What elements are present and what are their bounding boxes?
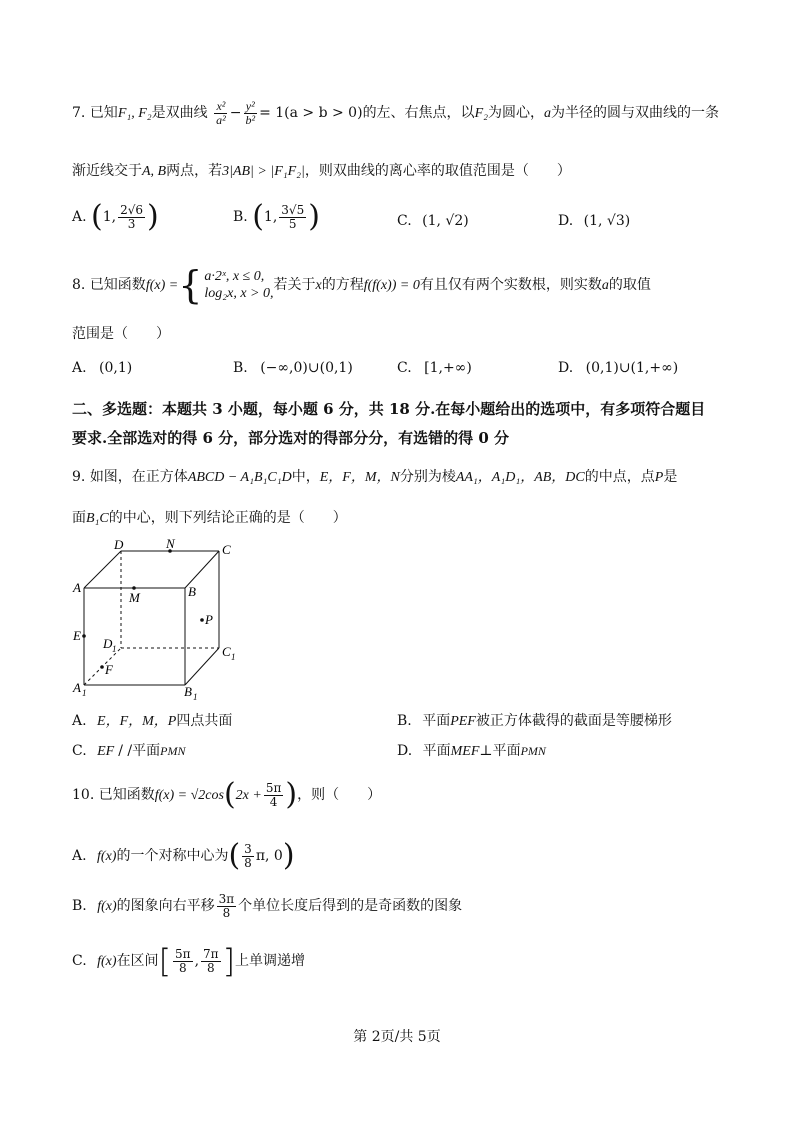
frac-num: 2√6 [120, 202, 144, 217]
paren: ) [285, 777, 298, 812]
edge-B1C1 [185, 648, 219, 685]
label-B1-sub: 1 [193, 692, 198, 702]
q7-option-d [558, 213, 630, 229]
frac-den: 4 [269, 794, 278, 809]
q10-option-a [72, 838, 295, 873]
paren: ( [252, 199, 264, 234]
piece-rows [204, 268, 273, 303]
option-value: 1, [263, 209, 278, 225]
q8-option-a [72, 360, 132, 376]
label-C1: C [222, 644, 231, 659]
option-value: 1, [102, 209, 117, 225]
frac [242, 843, 254, 869]
q7-text: 渐近线交于 [72, 163, 142, 179]
q10-function: f(x) = √2cos [154, 788, 224, 803]
label-M: M [129, 590, 140, 605]
frac-den: 8 [206, 960, 215, 975]
label-B: B [188, 584, 196, 599]
frac-num: x² [216, 99, 226, 113]
option-function: f(x) [97, 899, 117, 915]
option-value: (−∞,0)∪(0,1) [260, 360, 353, 376]
q7-text: 为圆心， [487, 105, 544, 122]
option-label: B. [233, 209, 248, 225]
q9-option-a [72, 710, 232, 730]
frac-den: a² [216, 112, 226, 127]
q7-text: 的左、右焦点，以 [362, 105, 475, 122]
option-value: EF [97, 744, 115, 759]
q8-line2 [72, 323, 170, 343]
piece-case-2: log₂x, x > 0, [204, 286, 274, 301]
label-F: F [105, 662, 113, 677]
q9-edges: AA₁，A₁D₁，AB，DC [455, 470, 585, 485]
label-D1: D [103, 636, 113, 651]
q7-foci: F₁, F₂ [117, 106, 152, 122]
option-text: 四点共面 [176, 713, 233, 729]
option-text: 上单调递增 [235, 953, 306, 969]
q8-option-c [397, 360, 472, 376]
q10-line1 [72, 777, 382, 812]
q9-text: 面 [72, 510, 86, 526]
option-value: (1, √2) [422, 213, 469, 229]
bracket: ] [222, 942, 236, 980]
option-label: D. [397, 743, 413, 759]
q8-x: x [315, 278, 322, 293]
point-P [200, 618, 204, 622]
q7-a: a [543, 106, 551, 122]
q7-minus: − [229, 105, 242, 122]
q7-frac-y [243, 100, 257, 126]
option-label: A. [72, 713, 87, 729]
edge-AD [84, 551, 121, 588]
q9-line2 [72, 507, 347, 527]
q9-text: 中， [291, 469, 320, 485]
option-text: 个单位长度后得到的是奇函数的图象 [238, 898, 463, 915]
section-heading-line1: 二、多选题：本题共 3 小题，每小题 6 分，共 18 分.在每小题给出的选项中，有多项符合题目 [72, 400, 706, 418]
q7-points: A, B [142, 164, 167, 179]
q8-equation: f(f(x)) = 0 [363, 278, 420, 293]
paren: ) [147, 199, 159, 234]
option-text: ⊥平面 [479, 743, 521, 759]
frac [279, 204, 306, 230]
q8-a: a [601, 278, 609, 293]
frac-num: 3 [244, 841, 252, 856]
q9-text: 的中心，则下列结论正确的是（ ） [108, 510, 347, 526]
option-value: [1,+∞) [424, 360, 472, 376]
option-label: C. [397, 213, 412, 229]
q8-piecewise [178, 263, 274, 307]
option-value: π, 0 [255, 848, 283, 864]
q8-text: 范围是（ ） [72, 326, 170, 342]
option-label: A. [72, 209, 87, 225]
option-value: PMN [520, 744, 546, 758]
frac-num: 5π [265, 780, 282, 795]
option-value: E，F，M，P [97, 714, 177, 729]
frac-den: b² [245, 112, 256, 127]
cube-figure [60, 536, 250, 706]
frac-den: 5 [288, 216, 297, 231]
label-P: P [205, 612, 213, 627]
frac-den: 3 [127, 216, 136, 231]
q8-text: 已知函数 [89, 277, 146, 293]
brace: { [178, 263, 203, 307]
q9-option-b [397, 710, 672, 730]
paren: ) [282, 838, 295, 873]
option-label: D. [558, 360, 574, 376]
frac-num: y² [245, 99, 255, 113]
piece-case-1: a·2ˣ, x ≤ 0, [204, 268, 265, 284]
q7-text: 是双曲线 [151, 105, 208, 122]
option-label: C. [72, 743, 87, 759]
edge-BC [185, 551, 219, 588]
option-value: PEF [450, 714, 476, 729]
q7-equation: = 1(a > b > 0) [259, 105, 363, 122]
q8-text: 若关于 [273, 277, 316, 293]
q7-option-a [72, 199, 159, 234]
q7-option-c [397, 213, 469, 229]
q8-line1 [72, 263, 651, 307]
q7-text: ，则双曲线的离心率的取值范围是（ ） [304, 163, 571, 179]
q8-text: 的方程 [321, 277, 364, 293]
q10-text: ，则（ ） [297, 787, 382, 803]
option-value: MEF [450, 744, 480, 759]
q7-text: 已知 [89, 105, 118, 122]
option-text: 的一个对称中心为 [116, 848, 229, 864]
q7-text: 两点，若 [166, 163, 223, 179]
option-label: B. [397, 713, 412, 729]
q8-number: 8. [72, 277, 86, 293]
option-function: f(x) [97, 954, 117, 969]
q7-condition: 3|AB| > |F₁F₂| [222, 164, 305, 179]
q9-text: 的中点，点 [584, 469, 655, 485]
point-F [100, 665, 104, 669]
q9-text: 是 [663, 469, 678, 485]
option-label: A. [72, 360, 87, 376]
q8-text: 的取值 [608, 277, 651, 293]
q10-option-c: C. f(x)在区间[ $\frac{5\pi}{8}$ , $\frac{7\pi}{8}$ ]上单调递增 [72, 942, 306, 980]
q9-line1 [72, 466, 677, 486]
page-footer: 第 2页/共 5页 [353, 1029, 441, 1045]
section-heading-line2: 要求.全部选对的得 6 分，部分选对的得部分分，有选错的得 0 分 [72, 429, 509, 447]
q7-option-b [233, 199, 320, 234]
paren: ( [228, 838, 241, 873]
q8-text: 有且仅有两个实数根，则实数 [419, 277, 602, 293]
label-B1: B [184, 684, 192, 699]
option-label: C. [397, 360, 412, 376]
frac-num: 3√5 [281, 202, 305, 217]
option-function: f(x) [97, 849, 117, 864]
q7-f2: F₂ [474, 106, 488, 122]
q9-p: P [654, 470, 664, 485]
option-value: PMN [160, 744, 186, 758]
q9-option-d [397, 740, 546, 760]
option-label: A. [72, 848, 87, 864]
option-text: 在区间 [116, 953, 159, 969]
frac-num: 3π [218, 892, 235, 906]
q9-option-c [72, 740, 185, 760]
point-E [82, 634, 86, 638]
frac [118, 204, 145, 230]
label-C1-sub: 1 [231, 652, 236, 662]
q10-option-b [72, 893, 462, 919]
label-D1-sub: 1 [112, 644, 117, 654]
q8-option-d [558, 360, 678, 376]
q7-frac-x [214, 100, 228, 126]
frac-num: 7π [203, 946, 219, 961]
option-label: C. [72, 953, 87, 969]
frac [201, 948, 221, 974]
q7-number: 7. [72, 105, 86, 122]
label-A1-sub: 1 [82, 688, 87, 698]
label-N: N [166, 536, 175, 551]
option-value: (0,1) [99, 360, 133, 376]
paren: ( [91, 199, 103, 234]
q9-face: B₁C [86, 511, 109, 526]
q7-text: 为半径的圆与双曲线的一条 [550, 105, 719, 122]
frac [217, 893, 237, 919]
q9-number: 9. [72, 469, 86, 485]
frac [173, 948, 193, 974]
label-C: C [222, 542, 231, 557]
q9-text: 如图，在正方体 [89, 469, 188, 485]
label-D: D [114, 537, 124, 552]
option-text: 的图象向右平移 [116, 898, 215, 915]
q10-number: 10. [72, 787, 95, 803]
frac-den: 8 [244, 855, 252, 870]
option-text: 平面 [422, 713, 451, 729]
q9-cube: ABCD − A₁B₁C₁D [187, 470, 292, 485]
option-label: B. [233, 360, 248, 376]
q7-line1 [72, 100, 719, 126]
q8-option-b [233, 360, 353, 376]
q7-line2 [72, 160, 571, 180]
label-E: E [73, 628, 81, 643]
q10-inner: 2x + [235, 788, 262, 803]
option-label: D. [558, 213, 574, 229]
q9-text: 分别为棱 [399, 469, 456, 485]
option-text: / /平面 [118, 743, 161, 759]
q10-text: 已知函数 [98, 787, 155, 803]
q9-points: E，F，M，N [319, 470, 400, 485]
paren: ( [223, 777, 236, 812]
option-label: B. [72, 898, 87, 915]
label-A1: A [73, 680, 81, 695]
q8-function: f(x) = [145, 278, 179, 293]
paren: ) [308, 199, 320, 234]
frac [264, 782, 284, 808]
frac-den: 8 [222, 905, 231, 920]
option-text: 平面 [422, 743, 451, 759]
frac-num: 5π [175, 946, 191, 961]
option-value: (0,1)∪(1,+∞) [585, 360, 679, 376]
bracket: [ [158, 942, 172, 980]
label-A: A [73, 580, 81, 595]
option-value: (1, √3) [583, 213, 631, 229]
frac-den: 8 [178, 960, 187, 975]
option-text: 被正方体截得的截面是等腰梯形 [475, 713, 672, 729]
